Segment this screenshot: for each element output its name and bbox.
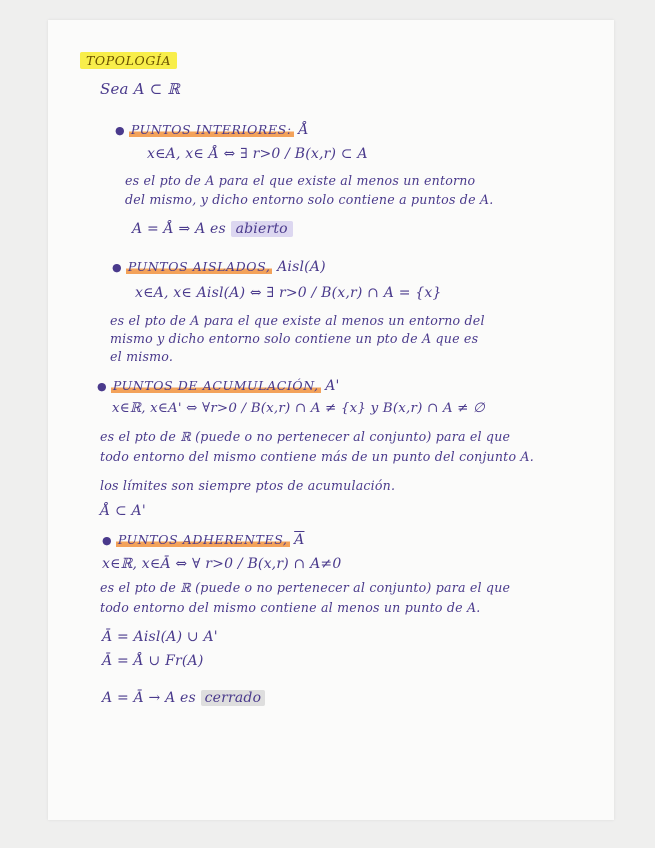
interiores-result: A = Å ⇒ A es abierto [132,221,293,237]
interiores-definition: x∈A, x∈ Å ⇔ ∃ r>0 / B(x,r) ⊂ A [147,146,368,162]
adherentes-result: A = Ā → A es cerrado [102,690,265,706]
acumulacion-definition: x∈ℝ, x∈A' ⇔ ∀r>0 / B(x,r) ∩ A ≠ {x} y B(x,r) ∩ A ≠ ∅ [112,401,485,416]
bullet-icon: ● [115,124,125,137]
abierto-highlight: abierto [231,221,293,237]
page-title: TOPOLOGÍA [80,53,177,69]
adherentes-formula-1: Ā = Aisl(A) ∪ A' [102,629,218,645]
section-acumulacion-heading: ● PUNTOS DE ACUMULACIÓN, A' [97,378,340,394]
adherentes-desc-2: todo entorno del mismo contiene al menos un punto de A. [100,600,481,615]
section-adherentes-heading: ● PUNTOS ADHERENTES, $\overline{A}$ [102,532,305,548]
acumulacion-relation: Å ⊂ A' [100,503,146,519]
aislados-desc-1: es el pto de A para el que existe al menos un entorno del [110,313,485,328]
bullet-icon: ● [97,380,107,393]
section-interiores-heading: ● PUNTOS INTERIORES: Å [115,122,309,138]
adherentes-definition: x∈ℝ, x∈Ā ⇔ ∀ r>0 / B(x,r) ∩ A≠0 [102,556,342,572]
bullet-icon: ● [102,534,112,547]
aislados-desc-3: el mismo. [110,349,174,364]
acumulacion-desc-1: es el pto de ℝ (puede o no pertenecer al conjunto) para el que [100,429,511,444]
aislados-desc-2: mismo y dicho entorno solo contiene un pto de A que es [110,331,479,346]
bullet-icon: ● [112,261,122,274]
acumulacion-desc-3: los límites son siempre ptos de acumulación. [100,478,396,493]
aislados-definition: x∈A, x∈ Aisl(A) ⇔ ∃ r>0 / B(x,r) ∩ A = {x} [135,285,442,301]
interiores-desc-1: es el pto de A para el que existe al menos un entorno [125,173,476,188]
cerrado-highlight: cerrado [201,690,266,706]
adherentes-desc-1: es el pto de ℝ (puede o no pertenecer al conjunto) para el que [100,580,511,595]
intro-line: Sea A ⊂ ℝ [100,80,181,98]
acumulacion-desc-2: todo entorno del mismo contiene más de un punto del conjunto A. [100,449,534,464]
adherentes-formula-2: Ā = Å ∪ Fr(A) [102,653,204,669]
section-aislados-heading: ● PUNTOS AISLADOS, Aisl(A) [112,259,326,275]
interiores-desc-2: del mismo, y dicho entorno solo contiene a puntos de A. [125,192,494,207]
